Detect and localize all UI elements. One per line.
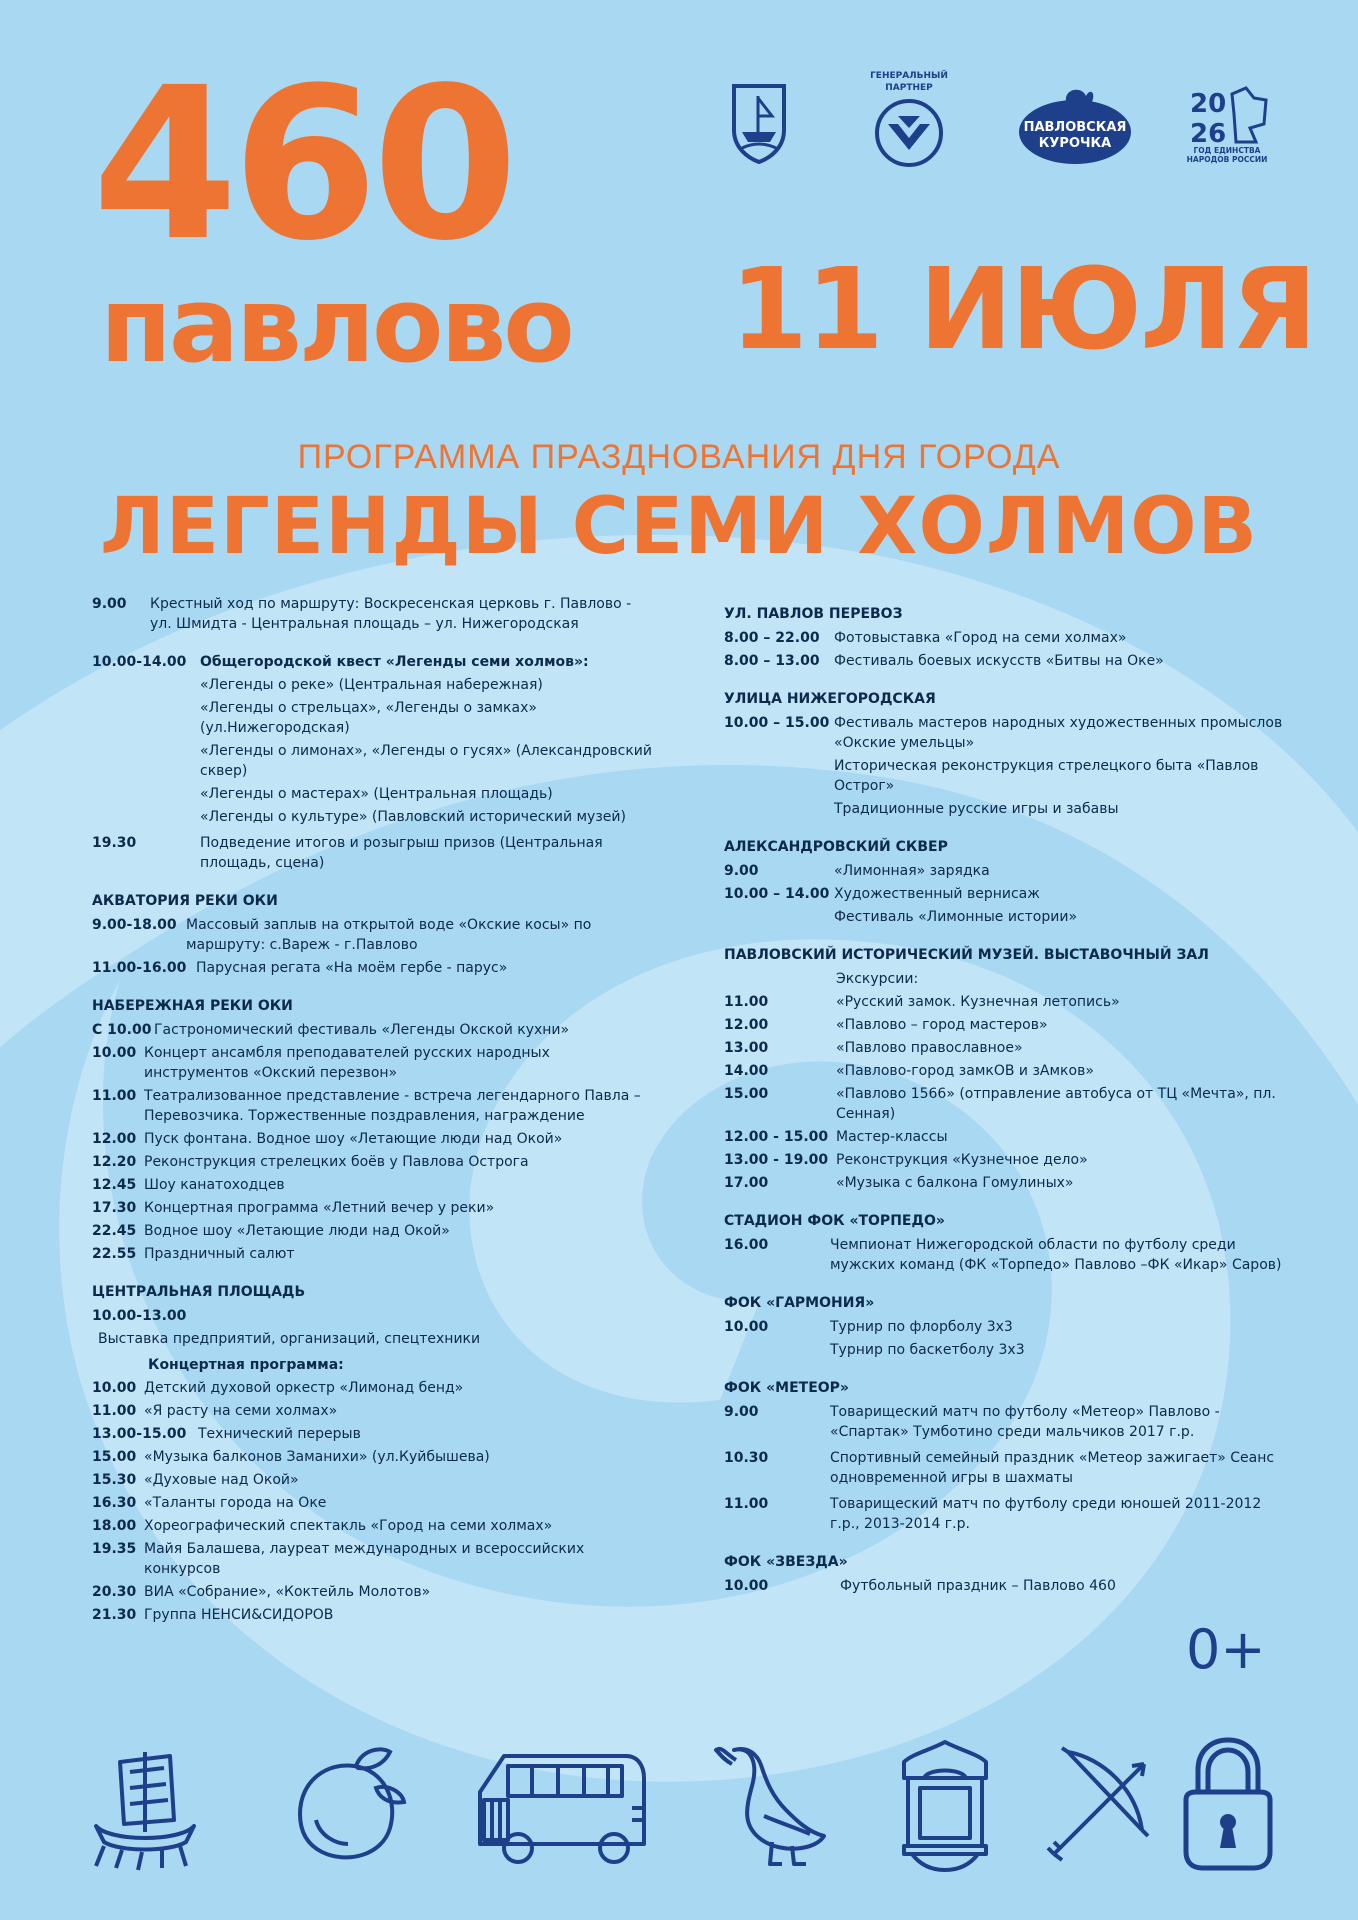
event-description: «Лимонная» зарядка	[834, 863, 990, 879]
program-row	[724, 1448, 1284, 1488]
program-row	[724, 861, 1284, 881]
event-time: 10.00	[92, 1045, 137, 1061]
general-partner-caption: ГЕНЕРАЛЬНЫЙ ПАРТНЕР	[870, 71, 948, 93]
quest-item: «Легенды о реке» (Центральная набережная)	[200, 677, 543, 693]
event-time: 11.00-16.00	[92, 960, 187, 976]
section-title-akvatoriya: АКВАТОРИЯ РЕКИ ОКИ	[92, 893, 278, 909]
quest-final-time: 19.30	[92, 835, 137, 851]
event-time: 21.30	[92, 1607, 137, 1623]
event-time: 8.00 – 13.00	[724, 653, 820, 669]
event-time: 12.00 - 15.00	[724, 1129, 829, 1145]
svg-text:26: 26	[1190, 119, 1227, 146]
program-row	[724, 1402, 1284, 1442]
event-description: Детский духовой оркестр «Лимонад бенд»	[144, 1380, 464, 1396]
event-description: Праздничный салют	[144, 1246, 295, 1262]
quest-item: «Легенды о мастерах» (Центральная площадь)	[200, 786, 553, 802]
event-time: 10.00	[724, 1578, 769, 1594]
ship-icon	[90, 1742, 200, 1872]
event-description: Хореографический спектакль «Город на семи холмах»	[144, 1518, 553, 1534]
event-time: 18.00	[92, 1518, 137, 1534]
program-row	[724, 628, 1284, 648]
anniversary-number: 460	[92, 42, 513, 287]
program-row	[92, 1493, 652, 1513]
event-time: 11.00	[724, 994, 769, 1010]
quest-title: Общегородской квест «Легенды семи холмов»:	[200, 654, 589, 670]
event-time: 19.35	[92, 1541, 137, 1557]
event-description: «Музыка балконов Заманихи» (ул.Куйбышева)	[144, 1449, 490, 1465]
event-description: Гастрономический фестиваль «Легенды Окской кухни»	[154, 1022, 570, 1038]
program-subtitle: ПРОГРАММА ПРАЗДНОВАНИЯ ДНЯ ГОРОДА	[297, 438, 1061, 476]
quest-final-description: Подведение итогов и розыгрыш призов (Центральная площадь, сцена)	[200, 835, 603, 871]
section-title-meteor: ФОК «МЕТЕОР»	[724, 1380, 849, 1396]
program-row	[724, 1127, 1284, 1147]
event-description: «Павлово 1566» (отправление автобуса от ТЦ «Мечта», пл. Сенная)	[836, 1086, 1276, 1122]
program-row	[92, 1086, 652, 1126]
expo-description: Выставка предприятий, организаций, спецтехники	[98, 1331, 481, 1347]
event-description: Фестиваль «Лимонные истории»	[834, 909, 1078, 925]
event-time: 10.00 – 15.00	[724, 715, 830, 731]
event-description: ВИА «Собрание», «Коктейль Молотов»	[144, 1584, 431, 1600]
program-row	[724, 1235, 1284, 1275]
bus-icon	[472, 1748, 650, 1872]
concert-program-title: Концертная программа:	[148, 1357, 344, 1373]
program-row	[724, 1015, 1284, 1035]
event-description: Технический перерыв	[198, 1426, 361, 1442]
program-row	[92, 1516, 652, 1536]
program-row	[92, 1539, 652, 1579]
event-description: Товарищеский матч по футболу среди юношей 2011-2012 г.р., 2013-2014 г.р.	[830, 1496, 1262, 1532]
program-row	[724, 884, 1284, 904]
program-title: ЛЕГЕНДЫ СЕМИ ХОЛМОВ	[100, 482, 1258, 572]
event-description: Фестиваль боевых искусств «Битвы на Оке»	[834, 653, 1164, 669]
event-time: 11.00	[724, 1496, 769, 1512]
event-description: Концертная программа «Летний вечер у реки»	[144, 1200, 495, 1216]
program-row	[724, 1173, 1284, 1193]
program-row	[724, 992, 1284, 1012]
program-row	[92, 1401, 652, 1421]
event-description: Турнир по флорболу 3х3	[830, 1319, 1013, 1335]
program-left-column	[92, 594, 652, 1628]
event-description: Крестный ход по маршруту: Воскресенская церковь г. Павлово - ул. Шмидта - Центральная площадь – ул. Нижегородская	[150, 596, 632, 632]
program-row	[724, 713, 1284, 753]
section-title-zvezda: ФОК «ЗВЕЗДА»	[724, 1554, 848, 1570]
program-row	[724, 1317, 1284, 1337]
quest-item: «Легенды о стрельцах», «Легенды о замках» (ул.Нижегородская)	[200, 700, 537, 736]
event-description: Товарищеский матч по футболу «Метеор» Павлово - «Спартак» Тумботино среди мальчиков 2017 г.р.	[830, 1404, 1220, 1440]
program-row	[92, 1424, 652, 1444]
event-time: 11.00	[92, 1088, 137, 1104]
kurochka-logo-text: ПАВЛОВСКАЯ КУРОЧКА	[1023, 120, 1127, 151]
program-row	[92, 1198, 652, 1218]
event-time: 22.45	[92, 1223, 137, 1239]
program-row	[724, 651, 1284, 671]
lemon-icon	[280, 1740, 410, 1870]
program-row	[92, 1447, 652, 1467]
event-time: 12.45	[92, 1177, 137, 1193]
event-time: 15.00	[724, 1086, 769, 1102]
expo-time: 10.00-13.00	[92, 1308, 187, 1324]
event-description: Художественный вернисаж	[834, 886, 1040, 902]
event-time: 9.00	[724, 863, 759, 879]
event-description: Фотовыставка «Город на семи холмах»	[834, 630, 1127, 646]
program-row	[92, 915, 652, 955]
event-description: Майя Балашева, лауреат международных и всероссийских конкурсов	[144, 1541, 585, 1577]
event-description: «Таланты города на Оке	[144, 1495, 327, 1511]
event-time: 13.00	[724, 1040, 769, 1056]
program-row	[724, 1061, 1284, 1081]
event-time: 17.30	[92, 1200, 137, 1216]
program-row	[92, 958, 652, 978]
year-of-unity-logo-icon	[1184, 84, 1272, 146]
program-row	[92, 1470, 652, 1490]
event-time: 9.00	[724, 1404, 759, 1420]
program-row	[92, 1378, 652, 1398]
program-row	[92, 1605, 652, 1625]
event-time: 9.00-18.00	[92, 917, 177, 933]
event-time: 17.00	[724, 1175, 769, 1191]
event-time: 8.00 – 22.00	[724, 630, 820, 646]
window-frame-icon	[898, 1738, 992, 1874]
bow-arrow-icon	[1040, 1744, 1160, 1870]
event-time: 16.00	[724, 1237, 769, 1253]
program-row	[92, 1043, 652, 1083]
section-title-nizhegorodskaya: УЛИЦА НИЖЕГОРОДСКАЯ	[724, 691, 936, 707]
event-time: 16.30	[92, 1495, 137, 1511]
quest-time: 10.00-14.00	[92, 654, 187, 670]
event-description: «Павлово-город замкОВ и зАмков»	[836, 1063, 1094, 1079]
program-right-column	[724, 604, 1284, 1599]
quest-final-row	[92, 833, 652, 873]
goose-icon	[712, 1740, 830, 1872]
program-row	[724, 1576, 1284, 1596]
section-title-garmoniya: ФОК «ГАРМОНИЯ»	[724, 1295, 875, 1311]
event-description: Парусная регата «На моём гербе - парус»	[196, 960, 508, 976]
event-description: Реконструкция стрелецких боёв у Павлова Острога	[144, 1154, 529, 1170]
event-time: 12.00	[92, 1131, 137, 1147]
event-time: С 10.00	[92, 1022, 152, 1038]
event-time: 10.30	[724, 1450, 769, 1466]
event-description: Фестиваль мастеров народных художественных промыслов «Окские умельцы»	[834, 715, 1283, 751]
event-description: «Я расту на семи холмах»	[144, 1403, 338, 1419]
program-row	[92, 1152, 652, 1172]
program-row	[92, 1582, 652, 1602]
section-title-naberezhnaya: НАБЕРЕЖНАЯ РЕКИ ОКИ	[92, 998, 293, 1014]
program-row	[724, 1084, 1284, 1124]
event-time: 13.00-15.00	[92, 1426, 187, 1442]
program-row	[724, 1494, 1284, 1534]
event-description: Футбольный праздник – Павлово 460	[840, 1578, 1116, 1594]
event-time: 14.00	[724, 1063, 769, 1079]
event-time: 12.00	[724, 1017, 769, 1033]
event-description: Традиционные русские игры и забавы	[834, 801, 1119, 817]
partner-logo-icon	[874, 98, 944, 168]
event-time: 11.00	[92, 1403, 137, 1419]
section-title-skver: АЛЕКСАНДРОВСКИЙ СКВЕР	[724, 839, 948, 855]
year-of-unity-caption: ГОД ЕДИНСТВА НАРОДОВ РОССИИ	[1186, 146, 1268, 164]
event-description: Пуск фонтана. Водное шоу «Летающие люди над Окой»	[144, 1131, 563, 1147]
event-time: 12.20	[92, 1154, 137, 1170]
event-time: 9.00	[92, 596, 127, 612]
event-time: 22.55	[92, 1246, 137, 1262]
event-time: 13.00 - 19.00	[724, 1152, 829, 1168]
event-description: Турнир по баскетболу 3х3	[830, 1342, 1025, 1358]
event-description: Мастер-классы	[836, 1129, 948, 1145]
event-description: «Павлово – город мастеров»	[836, 1017, 1048, 1033]
event-time: 15.00	[92, 1449, 137, 1465]
event-description: «Духовые над Окой»	[144, 1472, 299, 1488]
program-row	[92, 1020, 652, 1040]
event-description: Массовый заплыв на открытой воде «Окские косы» по маршруту: с.Вареж - г.Павлово	[186, 917, 592, 953]
city-name: павлово	[100, 264, 572, 386]
section-title-ploshchad: ЦЕНТРАЛЬНАЯ ПЛОЩАДЬ	[92, 1284, 306, 1300]
program-row	[724, 1038, 1284, 1058]
event-description: Реконструкция «Кузнечное дело»	[836, 1152, 1088, 1168]
event-time: 10.00	[92, 1380, 137, 1396]
svg-text:20: 20	[1190, 89, 1227, 119]
program-row	[724, 1150, 1284, 1170]
program-row	[92, 1244, 652, 1264]
program-row	[92, 1129, 652, 1149]
event-description: Шоу канатоходцев	[144, 1177, 285, 1193]
event-description: Историческая реконструкция стрелецкого быта «Павлов Острог»	[834, 758, 1259, 794]
event-description: Театрализованное представление - встреча легендарного Павла – Перевозчика. Торжественные поздравления, награждение	[144, 1088, 641, 1124]
program-row	[92, 1175, 652, 1195]
event-description: Спортивный семейный праздник «Метеор зажигает» Сеанс одновременной игры в шахматы	[830, 1450, 1275, 1486]
event-description: Чемпионат Нижегородской области по футболу среди мужских команд (ФК «Торпедо» Павлово –ФК «Икар» Саров)	[830, 1237, 1282, 1273]
event-description: «Русский замок. Кузнечная летопись»	[836, 994, 1120, 1010]
event-description: «Музыка с балкона Гомулиных»	[836, 1175, 1074, 1191]
event-time: 15.30	[92, 1472, 137, 1488]
event-time: 20.30	[92, 1584, 137, 1600]
event-time: 10.00 – 14.00	[724, 886, 830, 902]
age-rating: 0+	[1186, 1618, 1266, 1681]
event-description: Группа НЕНСИ&СИДОРОВ	[144, 1607, 334, 1623]
event-time: 10.00	[724, 1319, 769, 1335]
event-description: «Павлово православное»	[836, 1040, 1023, 1056]
quest-row	[92, 652, 652, 672]
program-row	[92, 594, 652, 634]
event-description: Водное шоу «Летающие люди над Окой»	[144, 1223, 450, 1239]
city-coat-of-arms-icon	[730, 82, 788, 164]
event-date: 11 ИЮЛЯ	[730, 245, 1316, 375]
section-title-muzey: ПАВЛОВСКИЙ ИСТОРИЧЕСКИЙ МУЗЕЙ. ВЫСТАВОЧНЫЙ ЗАЛ	[724, 947, 1209, 963]
section-title-perevoz: УЛ. ПАВЛОВ ПЕРЕВОЗ	[724, 606, 903, 622]
excursions-label: Экскурсии:	[836, 971, 919, 987]
quest-item: «Легенды о лимонах», «Легенды о гусях» (Александровский сквер)	[200, 743, 652, 779]
quest-item: «Легенды о культуре» (Павловский исторический музей)	[200, 809, 626, 825]
section-title-torpedo: СТАДИОН ФОК «ТОРПЕДО»	[724, 1213, 945, 1229]
padlock-icon	[1176, 1734, 1280, 1874]
event-description: Концерт ансамбля преподавателей русских народных инструментов «Окский перезвон»	[144, 1045, 550, 1081]
program-row	[92, 1221, 652, 1241]
